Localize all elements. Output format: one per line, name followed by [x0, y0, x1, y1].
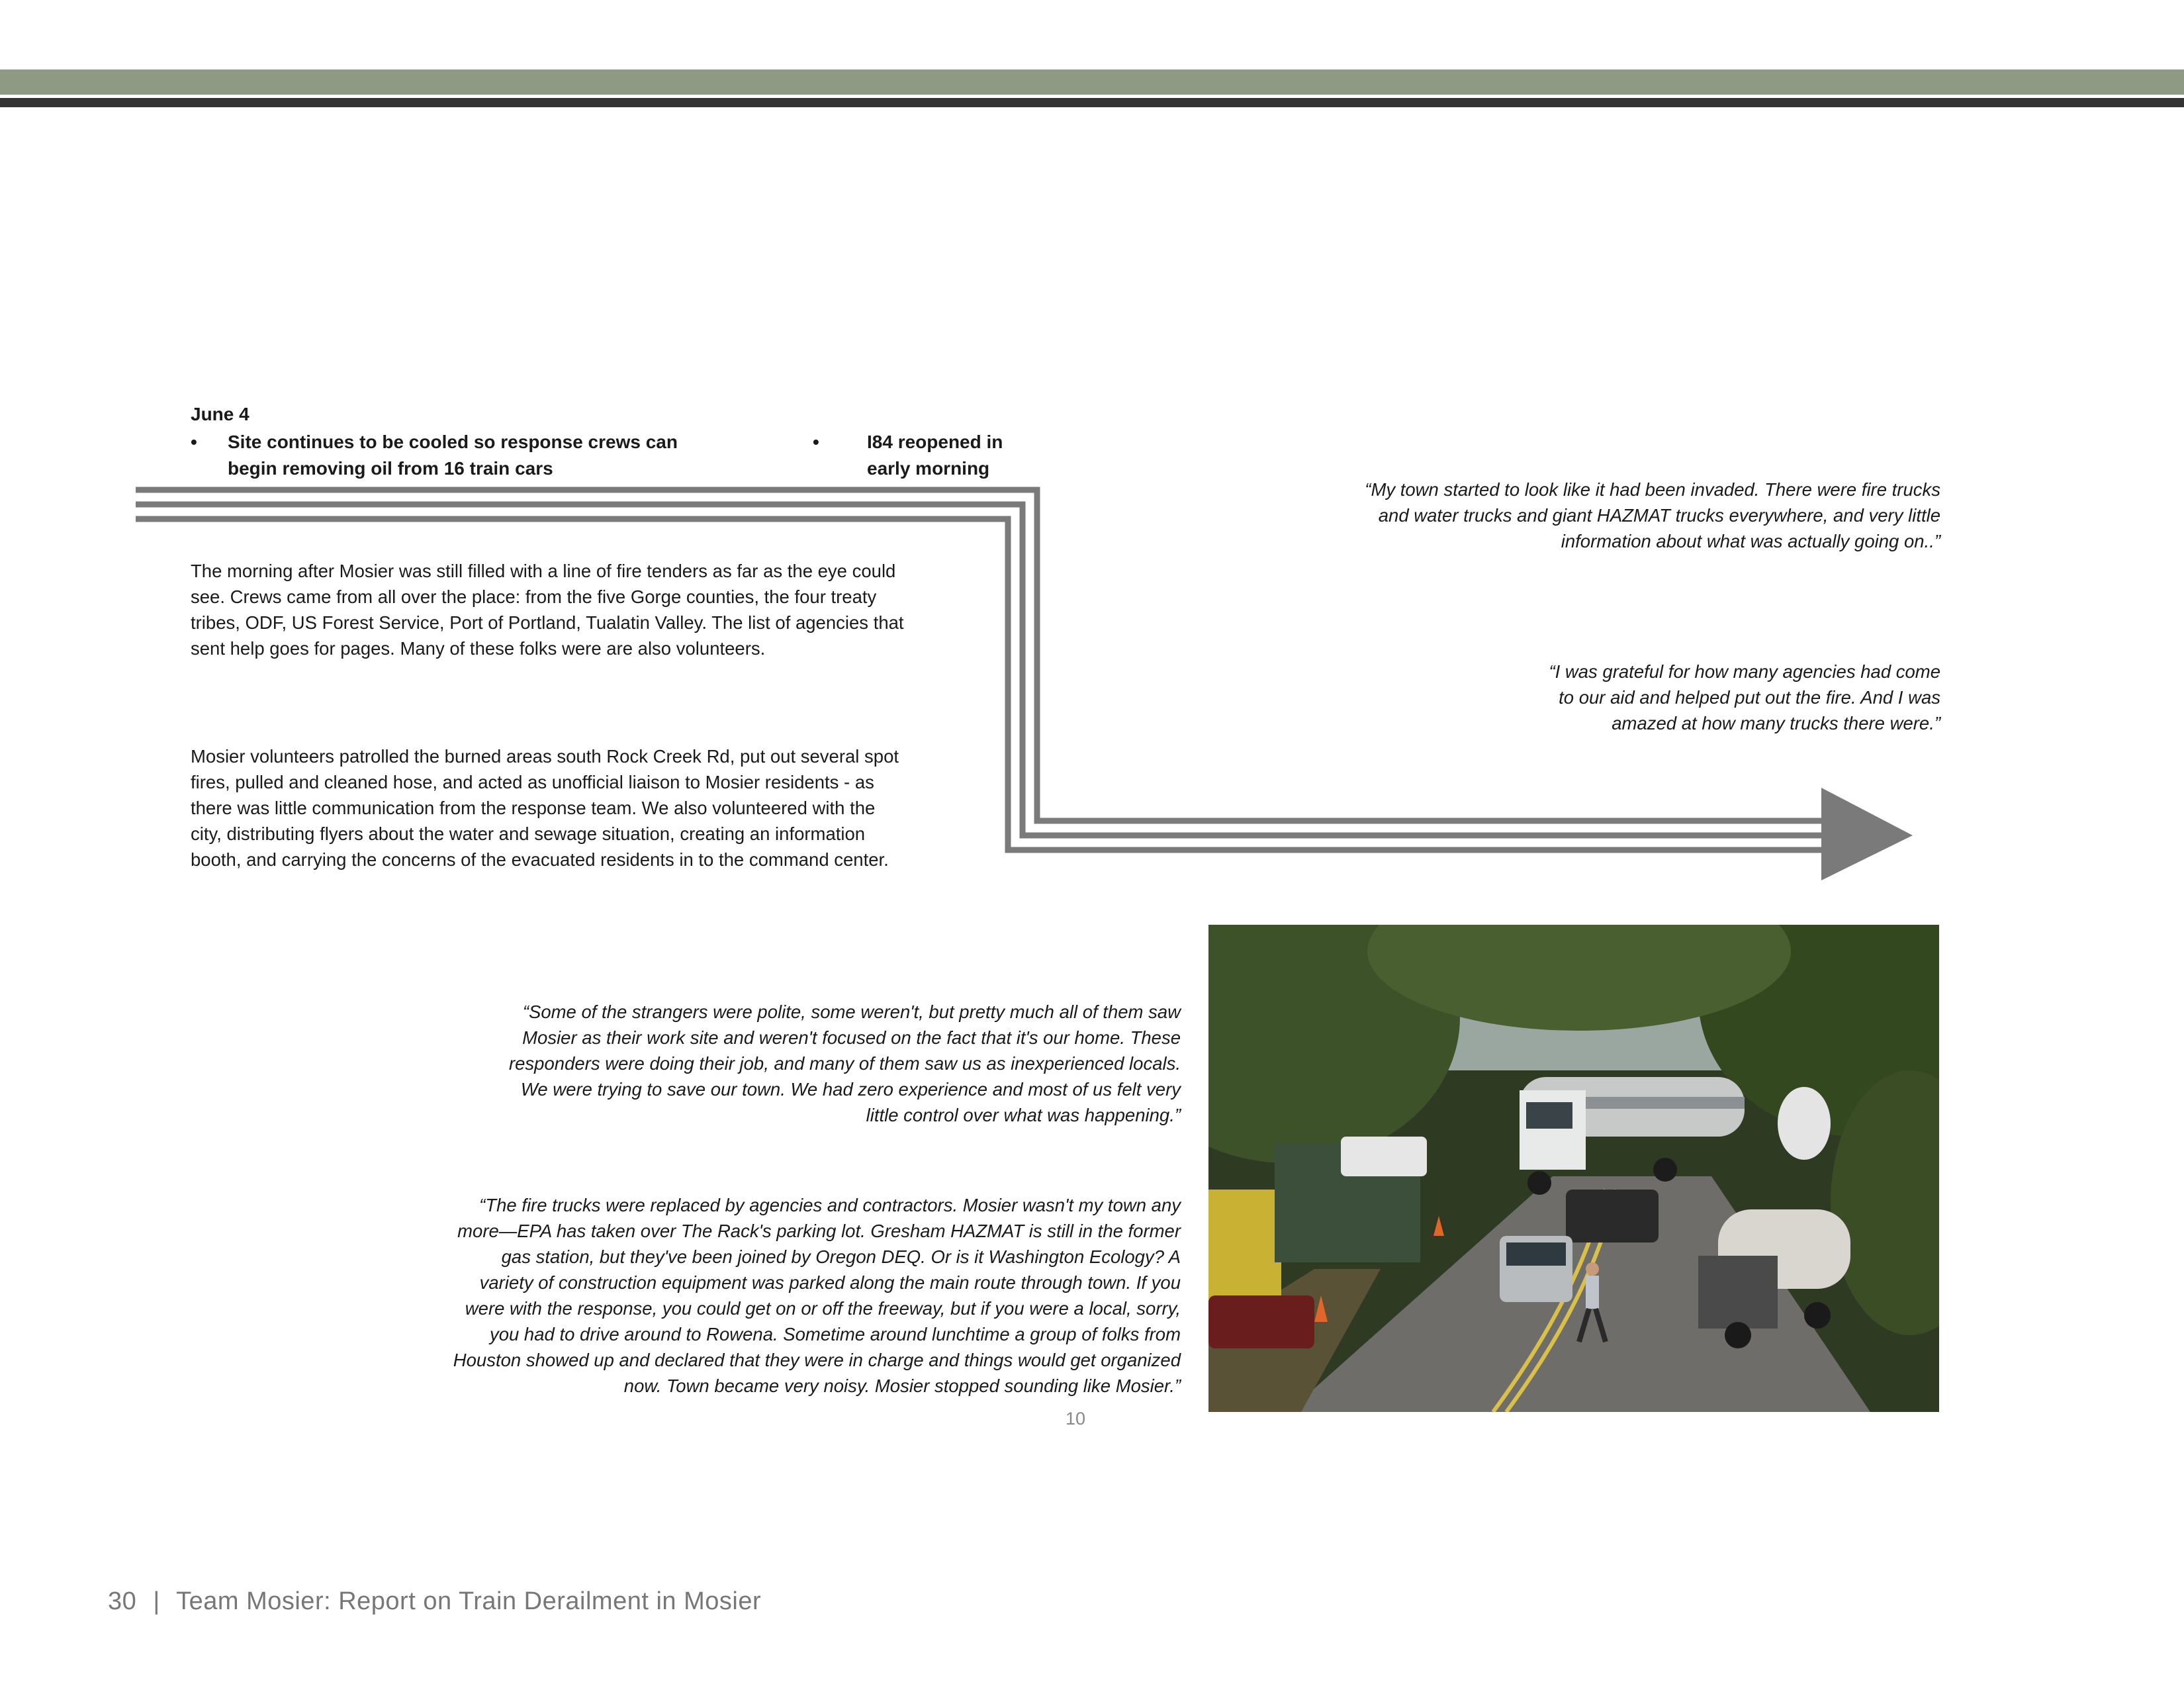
- quote-line: gas station, but they've been joined by Oregon DEQ. Or is it Washington Ecology? A: [501, 1246, 1181, 1267]
- footer-separator: |: [153, 1587, 160, 1615]
- paragraph-morning-after: [191, 558, 972, 661]
- text-line: booth, and carrying the concerns of the evacuated residents in to the command center.: [191, 849, 889, 870]
- bullet-dot: •: [191, 432, 197, 452]
- quote-line: now. Town became very noisy. Mosier stopped sounding like Mosier.”: [623, 1376, 1181, 1396]
- quote-line: responders were doing their job, and many of them saw us as inexperienced locals.: [508, 1053, 1181, 1074]
- timeline-date: June 4: [191, 404, 250, 424]
- quote-line: amazed at how many trucks there were.”: [1612, 713, 1940, 733]
- quote-grateful: [1345, 659, 1940, 736]
- text-line: tribes, ODF, US Forest Service, Port of Portland, Tualatin Valley. The list of agencies that: [191, 612, 904, 633]
- quote-line: Houston showed up and declared that they were in charge and things would get organized: [453, 1350, 1181, 1370]
- bullet-dot: •: [813, 432, 819, 452]
- inner-page-number: 10: [1065, 1409, 1086, 1429]
- bullet-line: early morning: [867, 458, 990, 479]
- bullet-line: begin removing oil from 16 train cars: [228, 458, 553, 479]
- quote-line: “The fire trucks were replaced by agencies and contractors. Mosier wasn't my town any: [479, 1195, 1181, 1215]
- photo-trucks-on-road: [1208, 925, 1939, 1412]
- bullet-line: I84 reopened in: [867, 432, 1003, 452]
- text-line: city, distributing flyers about the water and sewage situation, creating an information: [191, 823, 866, 844]
- quote-contractors: [320, 1192, 1181, 1399]
- timeline-bullet-1: [191, 429, 678, 482]
- quote-line: and water trucks and giant HAZMAT trucks everywhere, and very little: [1378, 505, 1940, 526]
- quote-invaded: [1212, 477, 1940, 554]
- quote-strangers: [420, 999, 1181, 1128]
- quote-line: you had to drive around to Rowena. Sometime around lunchtime a group of folks from: [489, 1324, 1181, 1344]
- text-line: The morning after Mosier was still filled with a line of fire tenders as far as the eye could: [191, 561, 896, 581]
- quote-line: “Some of the strangers were polite, some weren't, but pretty much all of them saw: [522, 1002, 1181, 1022]
- quote-line: more—EPA has taken over The Rack's parking lot. Gresham HAZMAT is still in the former: [457, 1221, 1181, 1241]
- quote-line: Mosier as their work site and weren't focused on the fact that it's our home. These: [522, 1027, 1181, 1048]
- paragraph-volunteers: [191, 743, 972, 872]
- text-line: sent help goes for pages. Many of these folks were are also volunteers.: [191, 638, 766, 659]
- footer: [108, 1587, 761, 1616]
- text-line: see. Crews came from all over the place: from the five Gorge counties, the four treaty: [191, 586, 877, 607]
- text-line: Mosier volunteers patrolled the burned areas south Rock Creek Rd, put out several spot: [191, 746, 899, 767]
- quote-line: variety of construction equipment was parked along the main route through town. If you: [479, 1272, 1181, 1293]
- quote-line: “My town started to look like it had been invaded. There were fire trucks: [1365, 479, 1940, 500]
- footer-title: Team Mosier: Report on Train Derailment in Mosier: [176, 1587, 762, 1615]
- quote-line: were with the response, you could get on or off the freeway, but if you were a local, sorry,: [465, 1298, 1181, 1319]
- timeline-bullet-2: [813, 429, 1003, 482]
- text-line: fires, pulled and cleaned hose, and acted as unofficial liaison to Mosier residents - as: [191, 772, 874, 792]
- quote-line: information about what was actually going on..”: [1561, 531, 1940, 551]
- quote-line: We were trying to save our town. We had zero experience and most of us felt very: [520, 1079, 1181, 1100]
- footer-page-number: 30: [108, 1587, 137, 1615]
- bullet-line: Site continues to be cooled so response crews can: [228, 432, 678, 452]
- quote-line: to our aid and helped put out the fire. And I was: [1559, 687, 1940, 708]
- text-line: there was little communication from the response team. We also volunteered with the: [191, 798, 876, 818]
- quote-line: little control over what was happening.”: [866, 1105, 1181, 1125]
- quote-line: “I was grateful for how many agencies had come: [1549, 661, 1940, 682]
